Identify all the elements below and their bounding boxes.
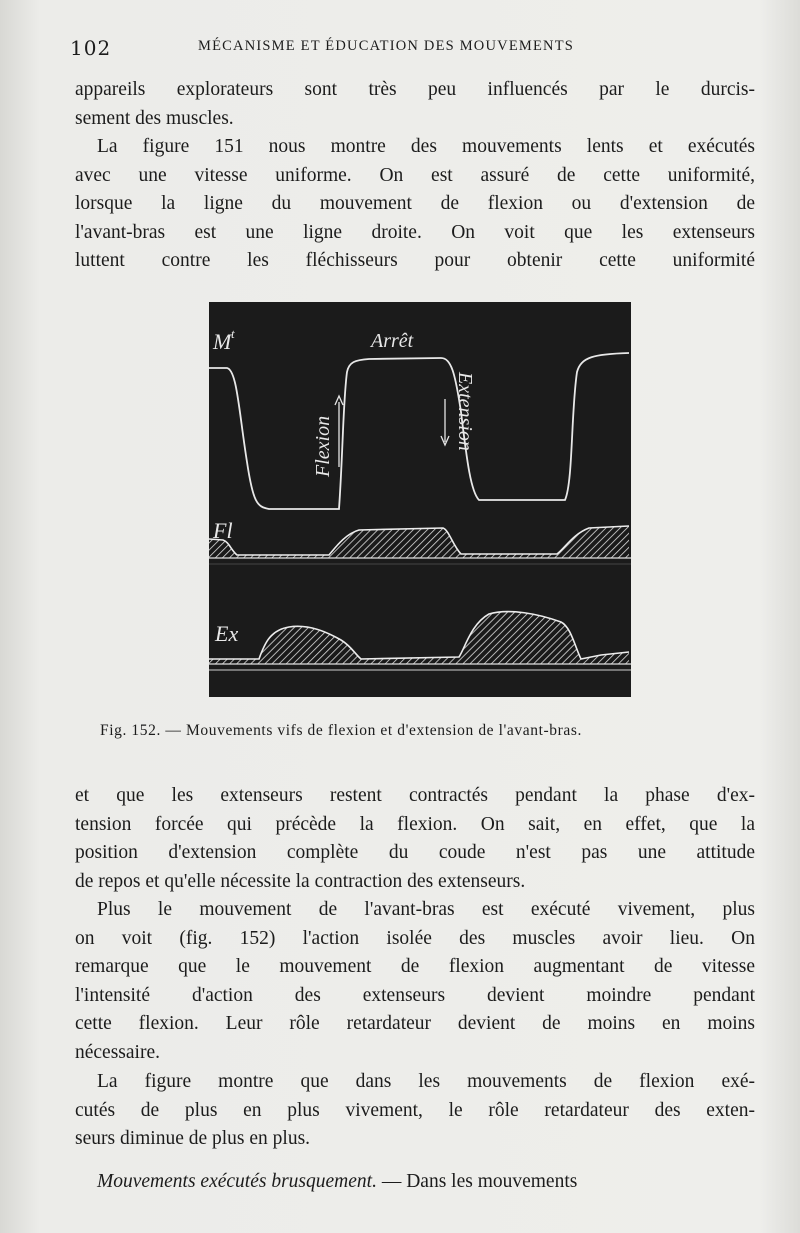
text-line — [75, 1168, 755, 1197]
label-mt-superscript: t — [231, 326, 235, 341]
label-extension: Extension — [454, 372, 476, 451]
text-line: remarque que le mouvement de flexion augmentant de vitesse — [75, 956, 755, 977]
label-arret: Arrêt — [371, 330, 414, 352]
text-line: tension forcée qui précède la flexion. On sait, en effet, que la — [75, 813, 755, 835]
caption-dash: — — [160, 722, 187, 739]
page-number: 102 — [70, 36, 112, 60]
label-fl: Fl — [213, 518, 233, 543]
text-line: La figure montre que dans les mouvements de flexion exé- — [97, 1071, 755, 1092]
running-title: MÉCANISME ET ÉDUCATION DES MOUVEMENTS — [198, 38, 575, 54]
text-line: on voit (fig. 152) l'action isolée des muscles avoir lieu. On — [75, 927, 755, 949]
text-line: lorsque la ligne du mouvement de flexion ou d'extension de — [75, 193, 755, 214]
text-line: seurs diminue de plus en plus. — [75, 1128, 311, 1149]
text-line: position d'extension complète du coude n'est pas une attitude — [75, 842, 755, 863]
text-line: de repos et qu'elle nécessite la contraction des extenseurs. — [75, 870, 526, 892]
text-line: La figure 151 nous montre des mouvements lents et exécutés — [97, 136, 755, 157]
paragraph-3 — [75, 782, 755, 896]
caption-text: Mouvements vifs de flexion et d'extension de l'avant-bras. — [186, 722, 582, 739]
paragraph-4 — [75, 896, 755, 1067]
section-heading-continuation: — Dans les mouvements — [376, 1171, 578, 1192]
figure-caption — [100, 722, 740, 740]
paragraph-6 — [75, 1168, 755, 1197]
running-head — [70, 36, 730, 66]
text-line: cette flexion. Leur rôle retardateur devient de moins en moins — [75, 1013, 755, 1034]
caption-fig-number: Fig. 152. — [100, 722, 161, 739]
paragraph-5 — [75, 1068, 755, 1154]
text-line: nécessaire. — [75, 1041, 160, 1063]
text-line: l'intensité d'action des extenseurs devient moindre pendant — [75, 984, 755, 1006]
text-line: Plus le mouvement de l'avant-bras est exécuté vivement, plus — [97, 899, 755, 920]
text-line: avec une vitesse uniforme. On est assuré de cette uniformité, — [75, 164, 755, 186]
label-ex: Ex — [215, 621, 239, 646]
text-line: sement des muscles. — [75, 107, 234, 129]
label-flexion: Flexion — [312, 415, 334, 477]
text-line: et que les extenseurs restent contractés pendant la phase d'ex- — [75, 785, 755, 806]
paragraph-1 — [75, 76, 755, 133]
paragraph-2 — [75, 133, 755, 276]
section-heading: Mouvements exécutés brusquement. — [97, 1171, 377, 1192]
text-line: appareils explorateurs sont très peu influencés par le durcis- — [75, 79, 755, 100]
label-mt: M — [213, 329, 232, 354]
text-line: l'avant-bras est une ligne droite. On voit que les extenseurs — [75, 221, 755, 243]
text-line: cutés de plus en plus vivement, le rôle retardateur des exten- — [75, 1099, 755, 1121]
figure-152-myograph — [209, 302, 631, 697]
text-line: luttent contre les fléchisseurs pour obtenir cette uniformité — [75, 250, 755, 271]
